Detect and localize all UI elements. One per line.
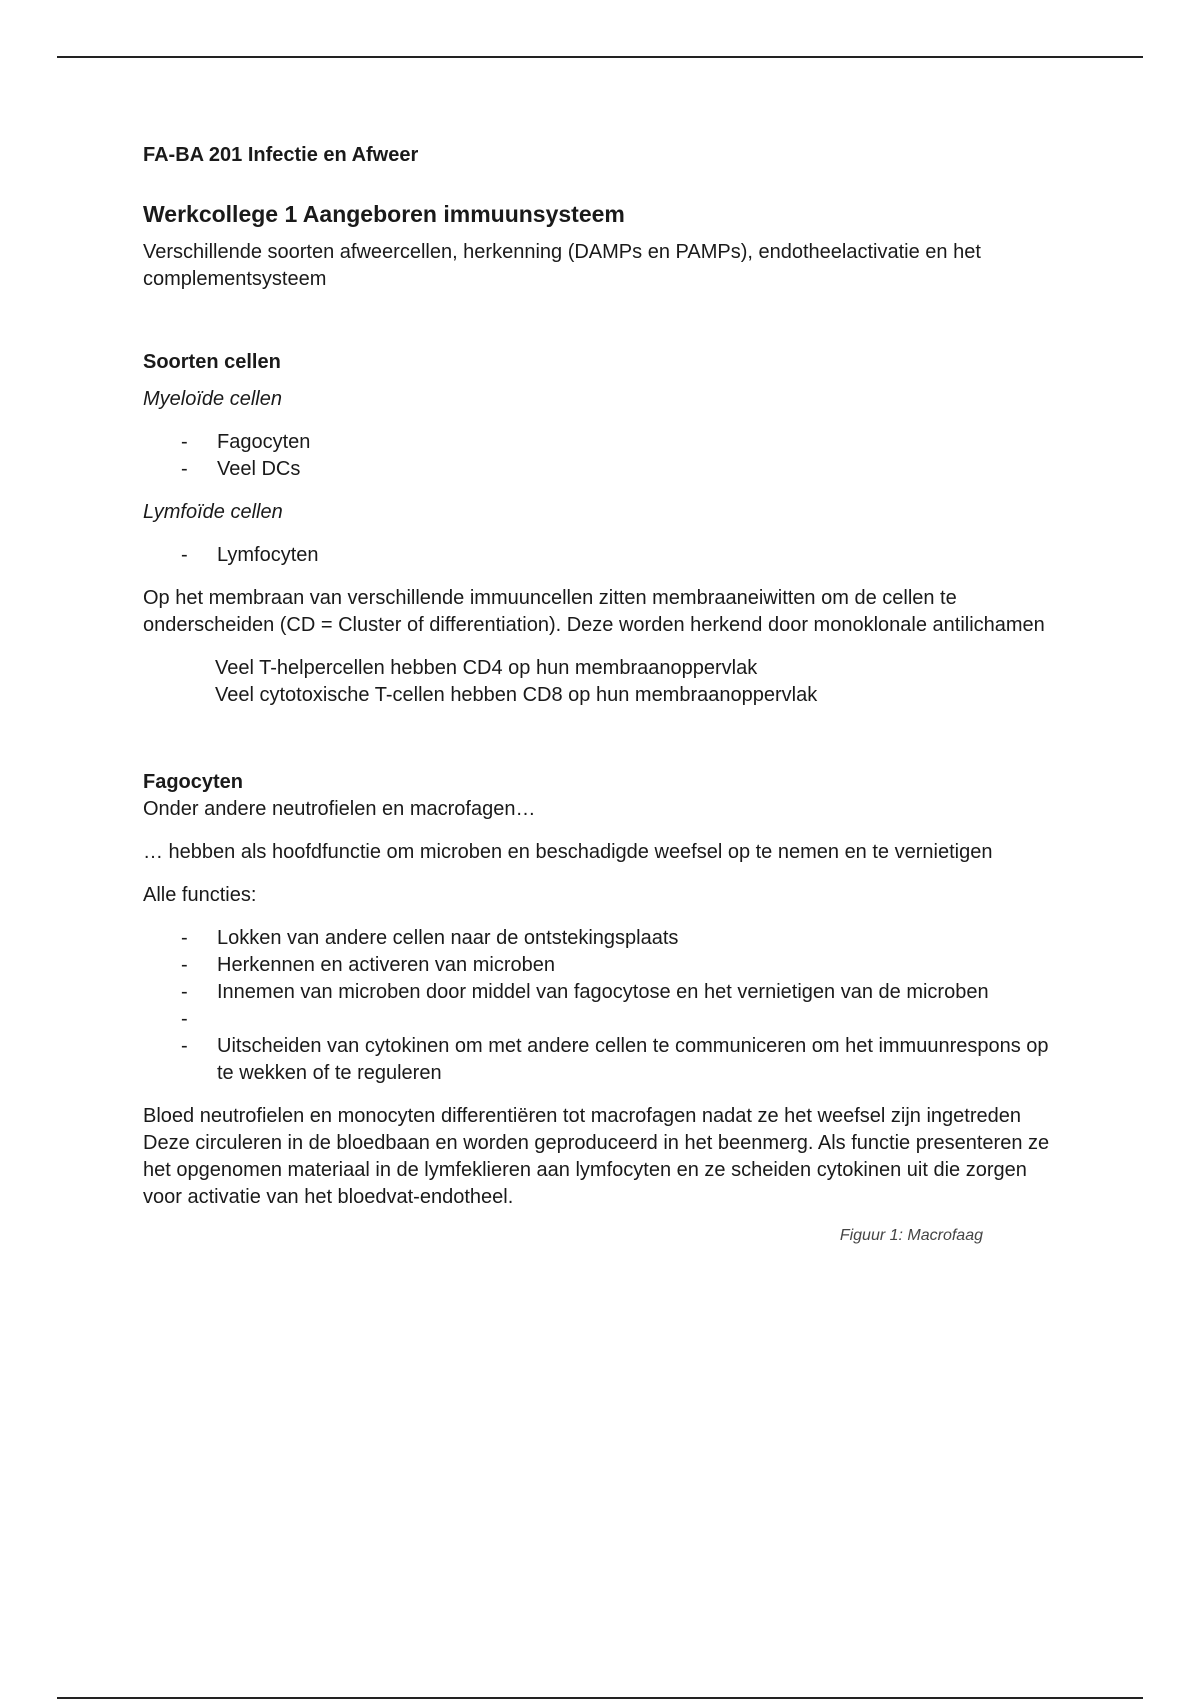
list-item [143,542,1063,569]
list-item [143,1006,1063,1033]
list-item [143,1033,1063,1087]
list-item-text: Uitscheiden van cytokinen om met andere cellen te communiceren om het immuunrespons op te wekken of te reguleren [217,1035,1049,1084]
list-item-text: Innemen van microben door middel van fagocytose en het vernietigen van de microben [217,981,989,1003]
list-item-text: Lymfocyten [217,544,319,566]
dash-bullet: - [181,981,188,1003]
phagocytes-line-1: Onder andere neutrofielen en macrofagen… [143,798,536,820]
list-item-text: Herkennen en activeren van microben [217,954,555,976]
list-item [143,952,1063,979]
list-item-text: Lokken van andere cellen naar de ontstekingsplaats [217,927,679,949]
list-item-text: Veel DCs [217,458,301,480]
circulation-paragraph: Deze circuleren in de bloedbaan en worden geproduceerd in het beenmerg. Als functie presenteren ze het opgenomen materiaal in de lymfeklieren aan lymfocyten en ze scheiden cytokinen uit die zorgen voor activatie van het bloedvat-endotheel. [143,1132,1050,1208]
myeloid-list [143,429,1063,483]
cd-example-cd8: Veel cytotoxische T-cellen hebben CD8 op hun membraanoppervlak [215,684,818,706]
differentiation-paragraph: Bloed neutrofielen en monocyten differentiëren tot macrofagen nadat ze het weefsel zijn ingetreden [143,1105,1021,1127]
dash-bullet: - [181,927,188,949]
section-heading-cell-types: Soorten cellen [143,351,281,373]
figure-caption: Figuur 1: Macrofaag [839,1227,983,1244]
dash-bullet: - [181,431,188,453]
course-title: FA-BA 201 Infectie en Afweer [143,144,419,166]
section-heading-phagocytes: Fagocyten [143,771,244,793]
list-item [143,925,1063,952]
subheading-myeloid: Myeloïde cellen [143,388,282,410]
lymphoid-list [143,542,1063,569]
dash-bullet: - [181,1008,188,1030]
document-page [143,141,1063,1247]
intro-paragraph: Verschillende soorten afweercellen, herkenning (DAMPs en PAMPs), endotheelactivatie en het complementsysteem [143,241,981,290]
functions-list [143,925,1063,1087]
list-item [143,456,1063,483]
dash-bullet: - [181,954,188,976]
dash-bullet: - [181,458,188,480]
top-rule [57,56,1143,58]
cd-example-cd4: Veel T-helpercellen hebben CD4 op hun membraanoppervlak [215,657,758,679]
subheading-lymphoid: Lymfoïde cellen [143,501,283,523]
dash-bullet: - [181,544,188,566]
cd-examples [143,655,1063,709]
list-item-text: Fagocyten [217,431,311,453]
functions-label: Alle functies: [143,884,257,906]
bottom-rule [57,1697,1143,1699]
cd-paragraph: Op het membraan van verschillende immuuncellen zitten membraaneiwitten om de cellen te onderscheiden (CD = Cluster of differentiation). Deze worden herkend door monoklonale antilichamen [143,587,1045,636]
phagocytes-line-2: … hebben als hoofdfunctie om microben en beschadigde weefsel op te nemen en te vernietigen [143,841,993,863]
lecture-title: Werkcollege 1 Aangeboren immuunsysteem [143,201,625,227]
list-item [143,429,1063,456]
list-item [143,979,1063,1006]
dash-bullet: - [181,1035,188,1057]
